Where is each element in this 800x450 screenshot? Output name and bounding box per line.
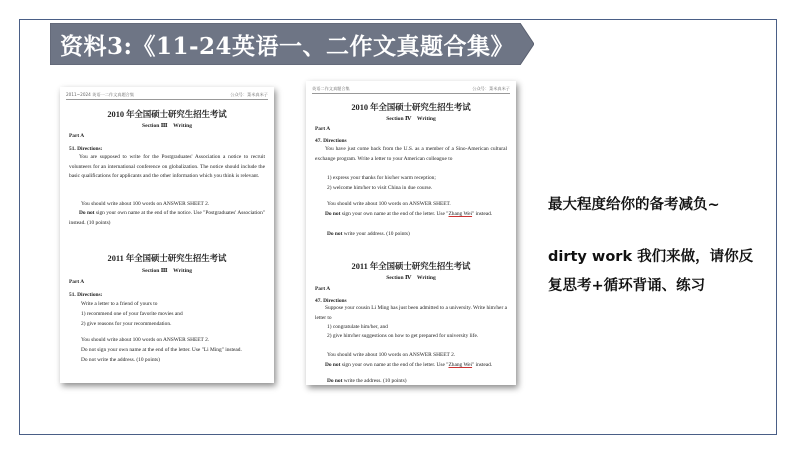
directions-item: 2) welcome him/her to visit China in due course.: [327, 185, 433, 191]
banner-title: 资料3:《11-24英语一、二作文真题合集》: [60, 33, 515, 60]
section-heading: Section Ⅲ Writing: [141, 123, 193, 129]
do-not-text: sign your own name at the end of the letter. Use ": [340, 362, 449, 368]
document-page-english-one: [60, 87, 274, 383]
do-not-bold: Do not: [79, 210, 95, 216]
side-caption-line-1: 最大程度给你的备考减负~: [548, 197, 720, 213]
directions-item: 2) give him/her suggestions on how to get prepared for university life.: [327, 333, 479, 339]
directions-body: Suppose your cousin Li Ming has just been admitted to a university. Write him/her a letter to: [315, 305, 507, 321]
document-page-english-two: [306, 81, 516, 385]
do-not-note: Do not sign your own name at the end of the letter. Use "Li Ming" instead.: [81, 347, 242, 353]
directions-body: You have just come back from the U.S. as a member of a Sino-American cultural exchange program. Write a letter to your American colleague to: [315, 146, 507, 162]
word-count-note: You should write about 100 words on ANSWER SHEET.: [327, 201, 451, 207]
do-not-bold: Do not: [327, 378, 343, 384]
section-heading: Section Ⅳ Writing: [386, 275, 436, 281]
section-heading: Section Ⅳ Writing: [386, 116, 436, 122]
do-not-bold: Do not: [327, 231, 343, 237]
do-not-text: " instead.: [472, 362, 493, 368]
do-not-text: " instead.: [472, 211, 493, 217]
exam-title-2011: 2011 年全国硕士研究生招生考试: [107, 254, 227, 263]
name-placeholder: Zhang Wei: [448, 362, 473, 368]
do-not-note: [315, 377, 510, 385]
do-not-bold: Do not: [325, 362, 341, 368]
word-count-note: You should write about 100 words on ANSWER SHEET 2.: [81, 201, 210, 207]
header-left-text: 英语二作文真题合集: [312, 86, 350, 91]
directions-item: 2) give reasons for your recommendation.: [81, 321, 172, 327]
page-header: [66, 91, 268, 100]
do-not-note: [315, 210, 507, 220]
header-right-text: 公众号：菜米真米子: [472, 86, 510, 91]
section-heading: Section Ⅲ Writing: [141, 268, 193, 274]
directions-label: 47. Directions: [315, 138, 347, 144]
directions-label: 51. Directions:: [69, 146, 103, 152]
do-not-text: sign your own name at the end of the notice. Use "Postgraduates' Association" instead. (10 points): [69, 210, 265, 226]
word-count-note: You should write about 100 words on ANSWER SHEET 2.: [81, 337, 210, 343]
directions-label: 47. Directions: [315, 298, 347, 304]
part-label: Part A: [315, 286, 331, 292]
part-label: Part A: [69, 133, 85, 139]
do-not-note: Do not write the address. (10 points): [81, 357, 160, 363]
do-not-bold: Do not: [325, 211, 341, 217]
do-not-text: write the address. (10 points): [342, 378, 407, 384]
exam-title-2011: 2011 年全国硕士研究生招生考试: [351, 262, 471, 271]
side-caption-line-3: 复思考+循环背诵、练习: [548, 278, 706, 294]
exam-title-2010: 2010 年全国硕士研究生招生考试: [107, 110, 227, 119]
header-left-text: 2011~2024 英语一二作文真题合集: [66, 92, 135, 97]
page-header: [312, 85, 510, 94]
directions-item: 1) express your thanks for his/her warm reception;: [327, 175, 436, 181]
directions-item: 1) recommend one of your favorite movies and: [81, 311, 183, 317]
part-label: Part A: [69, 279, 85, 285]
name-placeholder: Zhang Wei: [448, 211, 473, 217]
part-label: Part A: [315, 126, 331, 132]
directions-label: 51. Directions:: [69, 292, 103, 298]
do-not-text: sign your own name at the end of the letter. Use ": [340, 211, 449, 217]
directions-body: Write a letter to a friend of yours to: [81, 301, 158, 307]
do-not-text: write your address. (10 points): [342, 231, 410, 237]
directions-item: 1) congratulate him/her, and: [327, 324, 388, 330]
header-right-text: 公众号：菜米真米子: [230, 92, 268, 97]
do-not-note: [315, 361, 507, 371]
do-not-note: [69, 209, 265, 228]
side-caption-line-2: dirty work 我们来做，请你反: [548, 249, 754, 265]
exam-title-2010: 2010 年全国硕士研究生招生考试: [351, 103, 471, 112]
directions-body: You are supposed to write for the Postgraduates' Association a notice to recruit volunteers for an international conference on globalization. The notice should include the basic qualifications for applicants and the other information which you think is relevant.: [69, 154, 265, 180]
title-banner: [50, 23, 534, 65]
do-not-note: [315, 230, 510, 240]
word-count-note: You should write about 100 words on ANSWER SHEET 2.: [327, 352, 456, 358]
